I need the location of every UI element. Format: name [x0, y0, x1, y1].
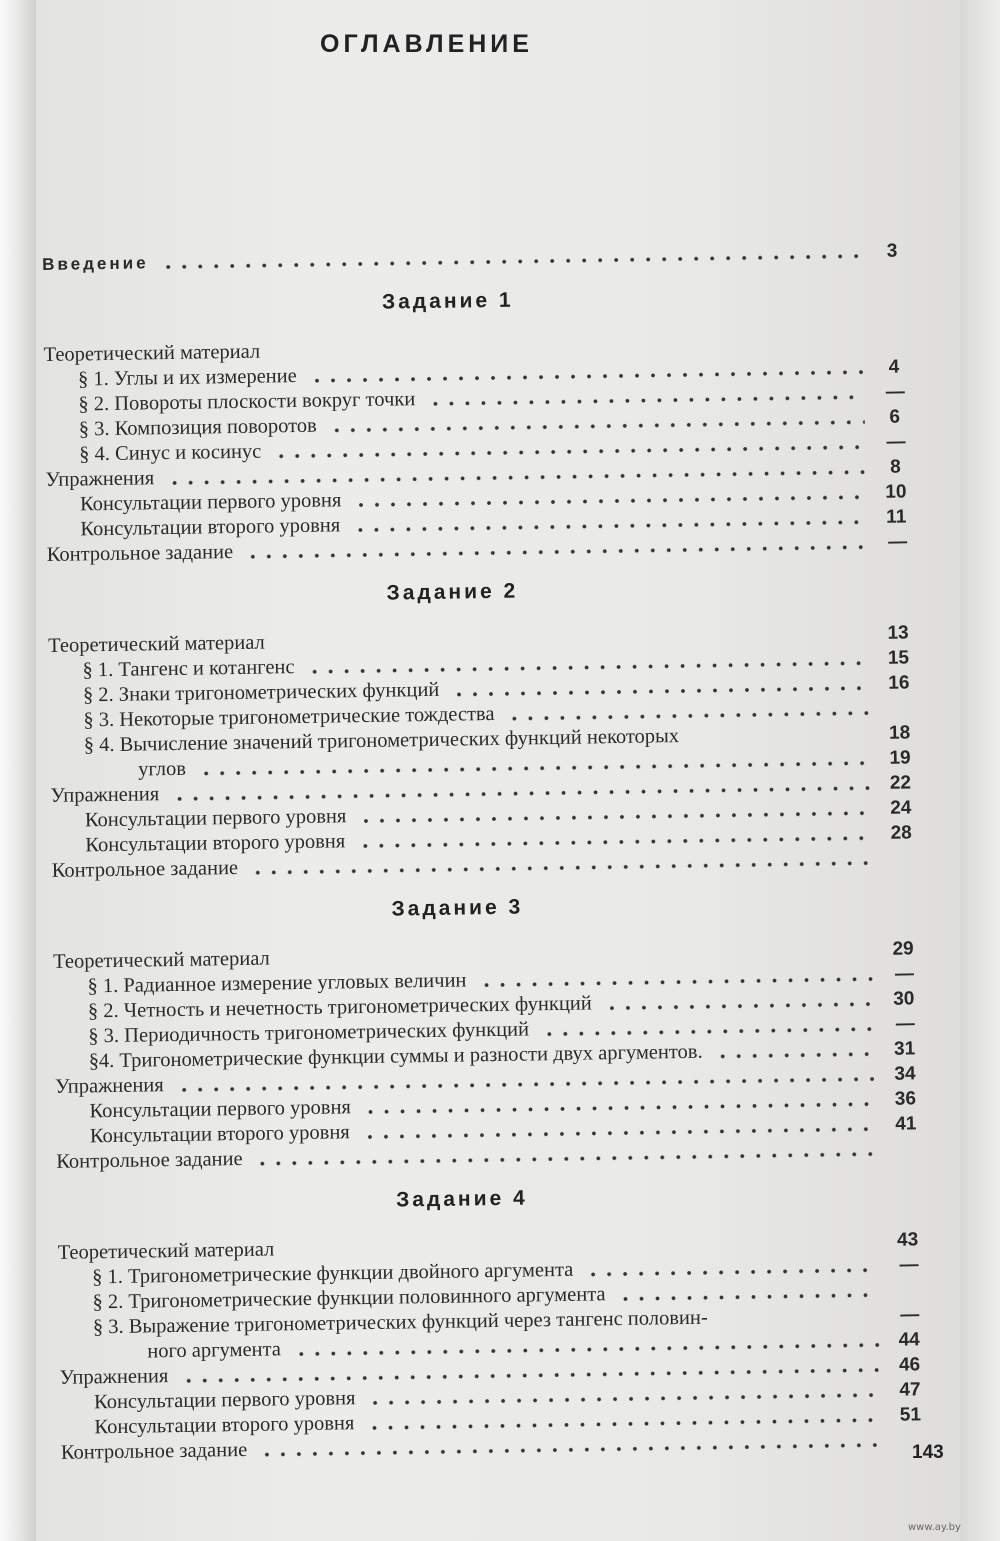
toc-page-number: 6 [889, 406, 901, 428]
toc-page-number: 22 [889, 772, 912, 794]
dot-leader [427, 394, 864, 407]
toc-page-number: 34 [894, 1063, 916, 1085]
toc-page-number: — [885, 381, 903, 403]
toc-entry-label: углов [137, 757, 187, 781]
toc-page-number: 15 [887, 647, 910, 669]
toc-page-number: — [887, 531, 906, 553]
toc-page-number: 41 [895, 1113, 917, 1135]
toc-title: ОГЛАВЛЕНИЕ [320, 30, 533, 58]
dot-leader [618, 1292, 879, 1302]
toc-entry-label: Консультации первого уровня [93, 1387, 356, 1414]
toc-entry-label: Консультации второго уровня [89, 1121, 350, 1148]
toc-page-number: — [894, 963, 913, 985]
section-title: Задание 1 [381, 288, 514, 314]
toc-entry-label: Контрольное задание [46, 541, 234, 566]
toc-page-number: 46 [898, 1354, 921, 1376]
toc-entry-label: Теоретический материал [57, 1238, 275, 1264]
toc-entry-label: § 2. Повороты плоскости вокруг точки [78, 388, 416, 416]
toc-entry-label: § 4. Синус и косинус [79, 440, 262, 466]
toc-entry-label: Консультации первого уровня [79, 489, 342, 516]
toc-entry-label: §4. Тригонометрические функции суммы и разности двух аргументов. [88, 1040, 703, 1073]
section-title: Задание 2 [386, 579, 519, 605]
watermark: www.ay.by [908, 1522, 961, 1533]
toc-entry-label: § 1. Углы и их измерение [77, 365, 297, 391]
toc-page-number: 43 [896, 1229, 919, 1251]
toc-entry-label: § 2. Тригонометрические функции половинного аргумента [92, 1283, 606, 1314]
toc-entry-label: Упражнения [54, 1074, 164, 1098]
toc-page-number: 13 [887, 622, 909, 644]
toc-entry-label: § 2. Четность и нечетность тригонометрических функций [87, 992, 592, 1023]
toc-entry-label: Упражнения [59, 1365, 169, 1389]
toc-entry-label: Консультации второго уровня [94, 1412, 355, 1439]
toc-entry-label: Консультации первого уровня [89, 1096, 352, 1123]
toc-entry-label: Контрольное задание [56, 1147, 243, 1173]
toc-entry-label: § 3. Композиция поворотов [78, 414, 317, 441]
toc-page-number: 36 [894, 1088, 917, 1110]
toc-entry-label: Контрольное задание [60, 1438, 248, 1464]
dot-leader [585, 1267, 878, 1278]
toc-page-number: 44 [898, 1329, 920, 1351]
toc-entry-label: § 1. Тригонометрические функции двойного аргумента [91, 1258, 574, 1289]
toc-entry-label: Теоретический материал [52, 947, 270, 973]
toc-entry-label: Введение [42, 253, 149, 274]
toc-entry-label: § 1. Тангенс и котангенс [82, 656, 295, 682]
dot-leader [506, 710, 869, 722]
toc-sections [42, 263, 931, 1466]
toc-page-number: 3 [886, 240, 898, 262]
toc-entry-label: § 3. Периодичность тригонометрических функций [88, 1018, 530, 1048]
toc-page-number: 11 [886, 506, 907, 528]
dot-leader [478, 976, 873, 988]
toc-entry-label: Консультации первого уровня [84, 805, 347, 832]
toc-entry-label: Контрольное задание [51, 856, 239, 882]
toc-entry-label: Упражнения [50, 783, 160, 807]
toc-page-number: 4 [888, 356, 900, 378]
toc-page-number: 31 [893, 1038, 916, 1060]
toc-entry-label: § 2. Знаки тригонометрических функций [82, 678, 440, 707]
toc-page-number: 18 [888, 722, 911, 744]
toc-entry-label: § 3. Некоторые тригонометрические тождества [83, 702, 495, 732]
toc-page-number: — [899, 1254, 917, 1276]
toc-page-number: 10 [885, 481, 907, 503]
section-title: Задание 4 [395, 1186, 528, 1212]
toc-page-number: — [895, 1013, 913, 1035]
toc-entry-label: § 1. Радианное измерение угловых величин [87, 969, 467, 998]
toc-page-number: 51 [899, 1404, 922, 1426]
toc-page-number: 28 [890, 822, 912, 844]
toc-entry-label: Консультации второго уровня [80, 514, 341, 541]
toc-entry-label: Упражнения [45, 467, 155, 491]
toc-page-number: 24 [890, 797, 912, 819]
book-spine-edge [0, 0, 36, 1541]
toc-page-number: 47 [899, 1379, 921, 1401]
page-number: 143 [912, 1442, 944, 1463]
toc-page-number: 29 [892, 938, 914, 960]
toc-entry-label: Консультации второго уровня [85, 830, 346, 857]
toc-content [42, 238, 931, 1466]
toc-page-number: 30 [893, 988, 915, 1010]
toc-entry-label: § 3. Выражение тригонометрических функций через тангенс половин- [92, 1306, 708, 1339]
toc-entry-label: § 4. Вычисление значений тригонометрических функций некоторых [83, 725, 680, 757]
dot-leader [715, 1051, 875, 1060]
toc-page-number: 16 [888, 672, 910, 694]
dot-leader [604, 1001, 874, 1011]
page-right-edge [960, 0, 1000, 1541]
section-title: Задание 3 [391, 895, 524, 921]
toc-entry-label: Теоретический материал [48, 631, 265, 657]
toc-page-number: — [900, 1304, 918, 1326]
toc-page-number: 8 [890, 456, 901, 478]
dot-leader [541, 1026, 874, 1037]
toc-page-number: 19 [889, 747, 911, 769]
toc-page-number: — [886, 431, 904, 453]
toc-entry-label: Теоретический материал [43, 340, 261, 366]
dot-leader [451, 685, 869, 698]
toc-entry-label: ного аргумента [147, 1338, 282, 1363]
